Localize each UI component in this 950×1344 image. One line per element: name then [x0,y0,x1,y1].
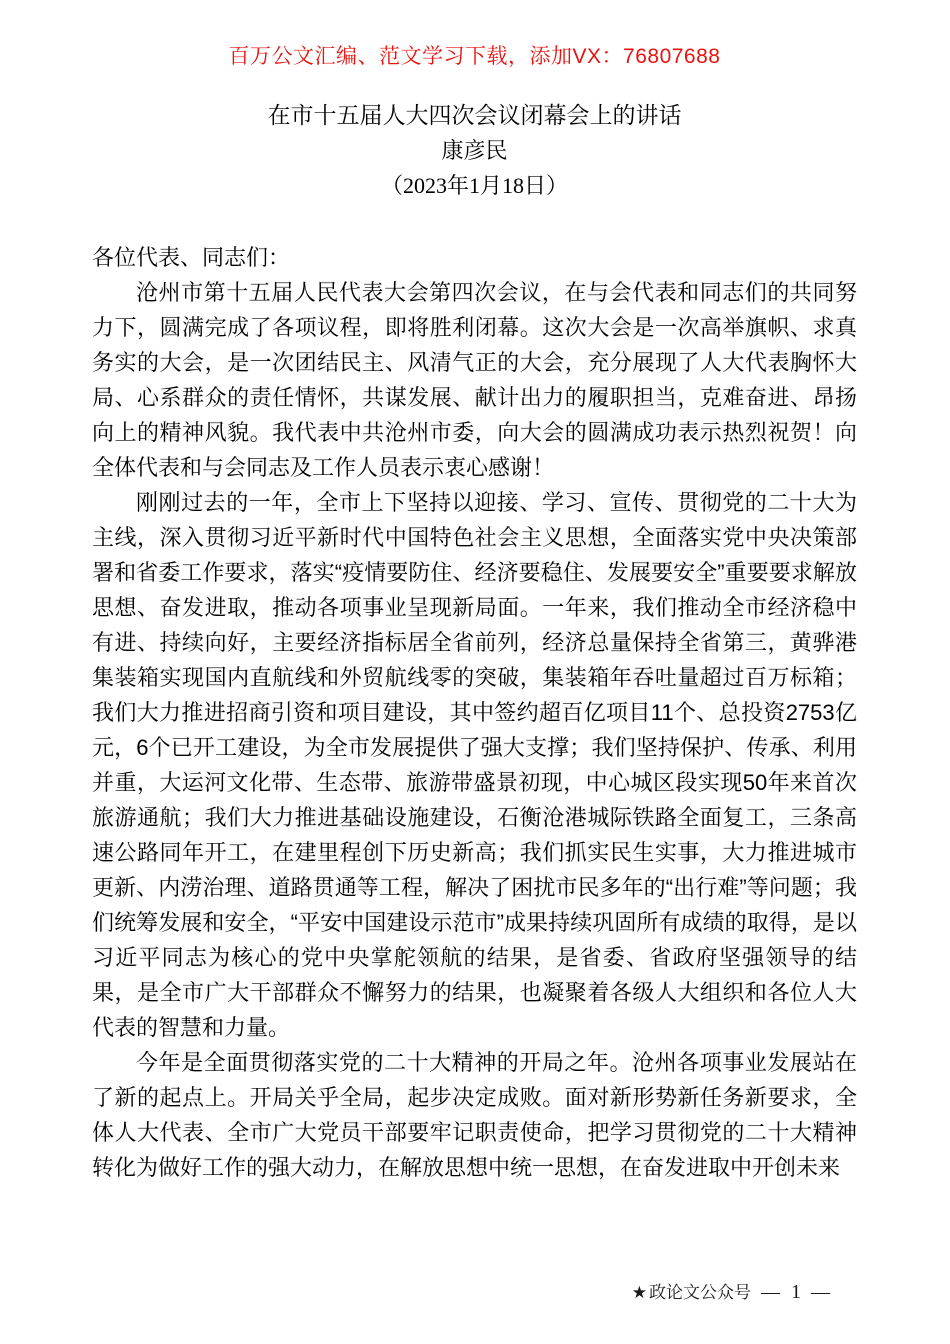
paragraph: 沧州市第十五届人民代表大会第四次会议，在与会代表和同志们的共同努力下，圆满完成了各项议程，即将胜利闭幕。这次大会是一次高举旗帜、求真务实的大会，是一次团结民主、风清气正的大会，充分展现了人大代表胸怀大局、心系群众的责任情怀，共谋发展、献计出力的履职担当，克难奋进、昂扬向上的精神风貌。我代表中共沧州市委，向大会的圆满成功表示热烈祝贺！向全体代表和与会同志及工作人员表示衷心感谢！ [92,280,857,480]
star-icon: ★ [631,1283,647,1302]
page-footer [632,1281,831,1304]
footer-watermark [632,1282,751,1304]
page-number-dash-right: — [811,1282,831,1303]
salutation-line: 各位代表、同志们： [92,245,291,270]
document-title: 在市十五届人大四次会议闭幕会上的讲话 [267,102,682,128]
document-body [92,240,857,1185]
document-date: （2023年1月18日） [380,173,568,198]
page-number-dash-left: — [761,1282,781,1303]
paragraph: 今年是全面贯彻落实党的二十大精神的开局之年。沧州各项事业发展站在了新的起点上。开局关乎全局，起步决定成败。面对新形势新任务新要求，全体人大代表、全市广大党员干部要牢记职责使命，把学习贯彻党的二十大精神转化为做好工作的强大动力，在解放思想中统一思想，在奋发进取中开创未来 [92,1050,857,1180]
paragraph: 刚刚过去的一年，全市上下坚持以迎接、学习、宣传、贯彻党的二十大为主线，深入贯彻习近平新时代中国特色社会主义思想，全面落实党中央决策部署和省委工作要求，落实“疫情要防住、经济要稳住、发展要安全”重要要求解放思想、奋发进取，推动各项事业呈现新局面。一年来，我们推动全市经济稳中有进、持续向好，主要经济指标居全省前列，经济总量保持全省第三，黄骅港集装箱实现国内直航线和外贸航线零的突破，集装箱年吞吐量超过百万标箱；我们大力推进招商引资和项目建设，其中签约超百亿项目11个、总投资2753亿元，6个已开工建设，为全市发展提供了强大支撑；我们坚持保护、传承、利用并重，大运河文化带、生态带、旅游带盛景初现，中心城区段实现50年来首次旅游通航；我们大力推进基础设施建设，石衡沧港城际铁路全面复工，三条高速公路同年开工，在建里程创下历史新高；我们抓实民生实事，大力推进城市更新、内涝治理、道路贯通等工程，解决了困扰市民多年的“出行难”等问题；我们统筹发展和安全，“平安中国建设示范市”成果持续巩固所有成绩的取得，是以习近平同志为核心的党中央掌舵领航的结果，是省委、省政府坚强领导的结果，是全市广大干部群众不懈努力的结果，也凝聚着各级人大组织和各位人大代表的智慧和力量。 [92,490,857,1040]
document-author: 康彦民 [441,138,508,163]
page-number: 1 [791,1281,801,1303]
footer-account-label: 政论文公众号 [649,1283,751,1302]
promo-header-notice: 百万公文汇编、范文学习下载，添加VX：76807688 [228,45,721,68]
